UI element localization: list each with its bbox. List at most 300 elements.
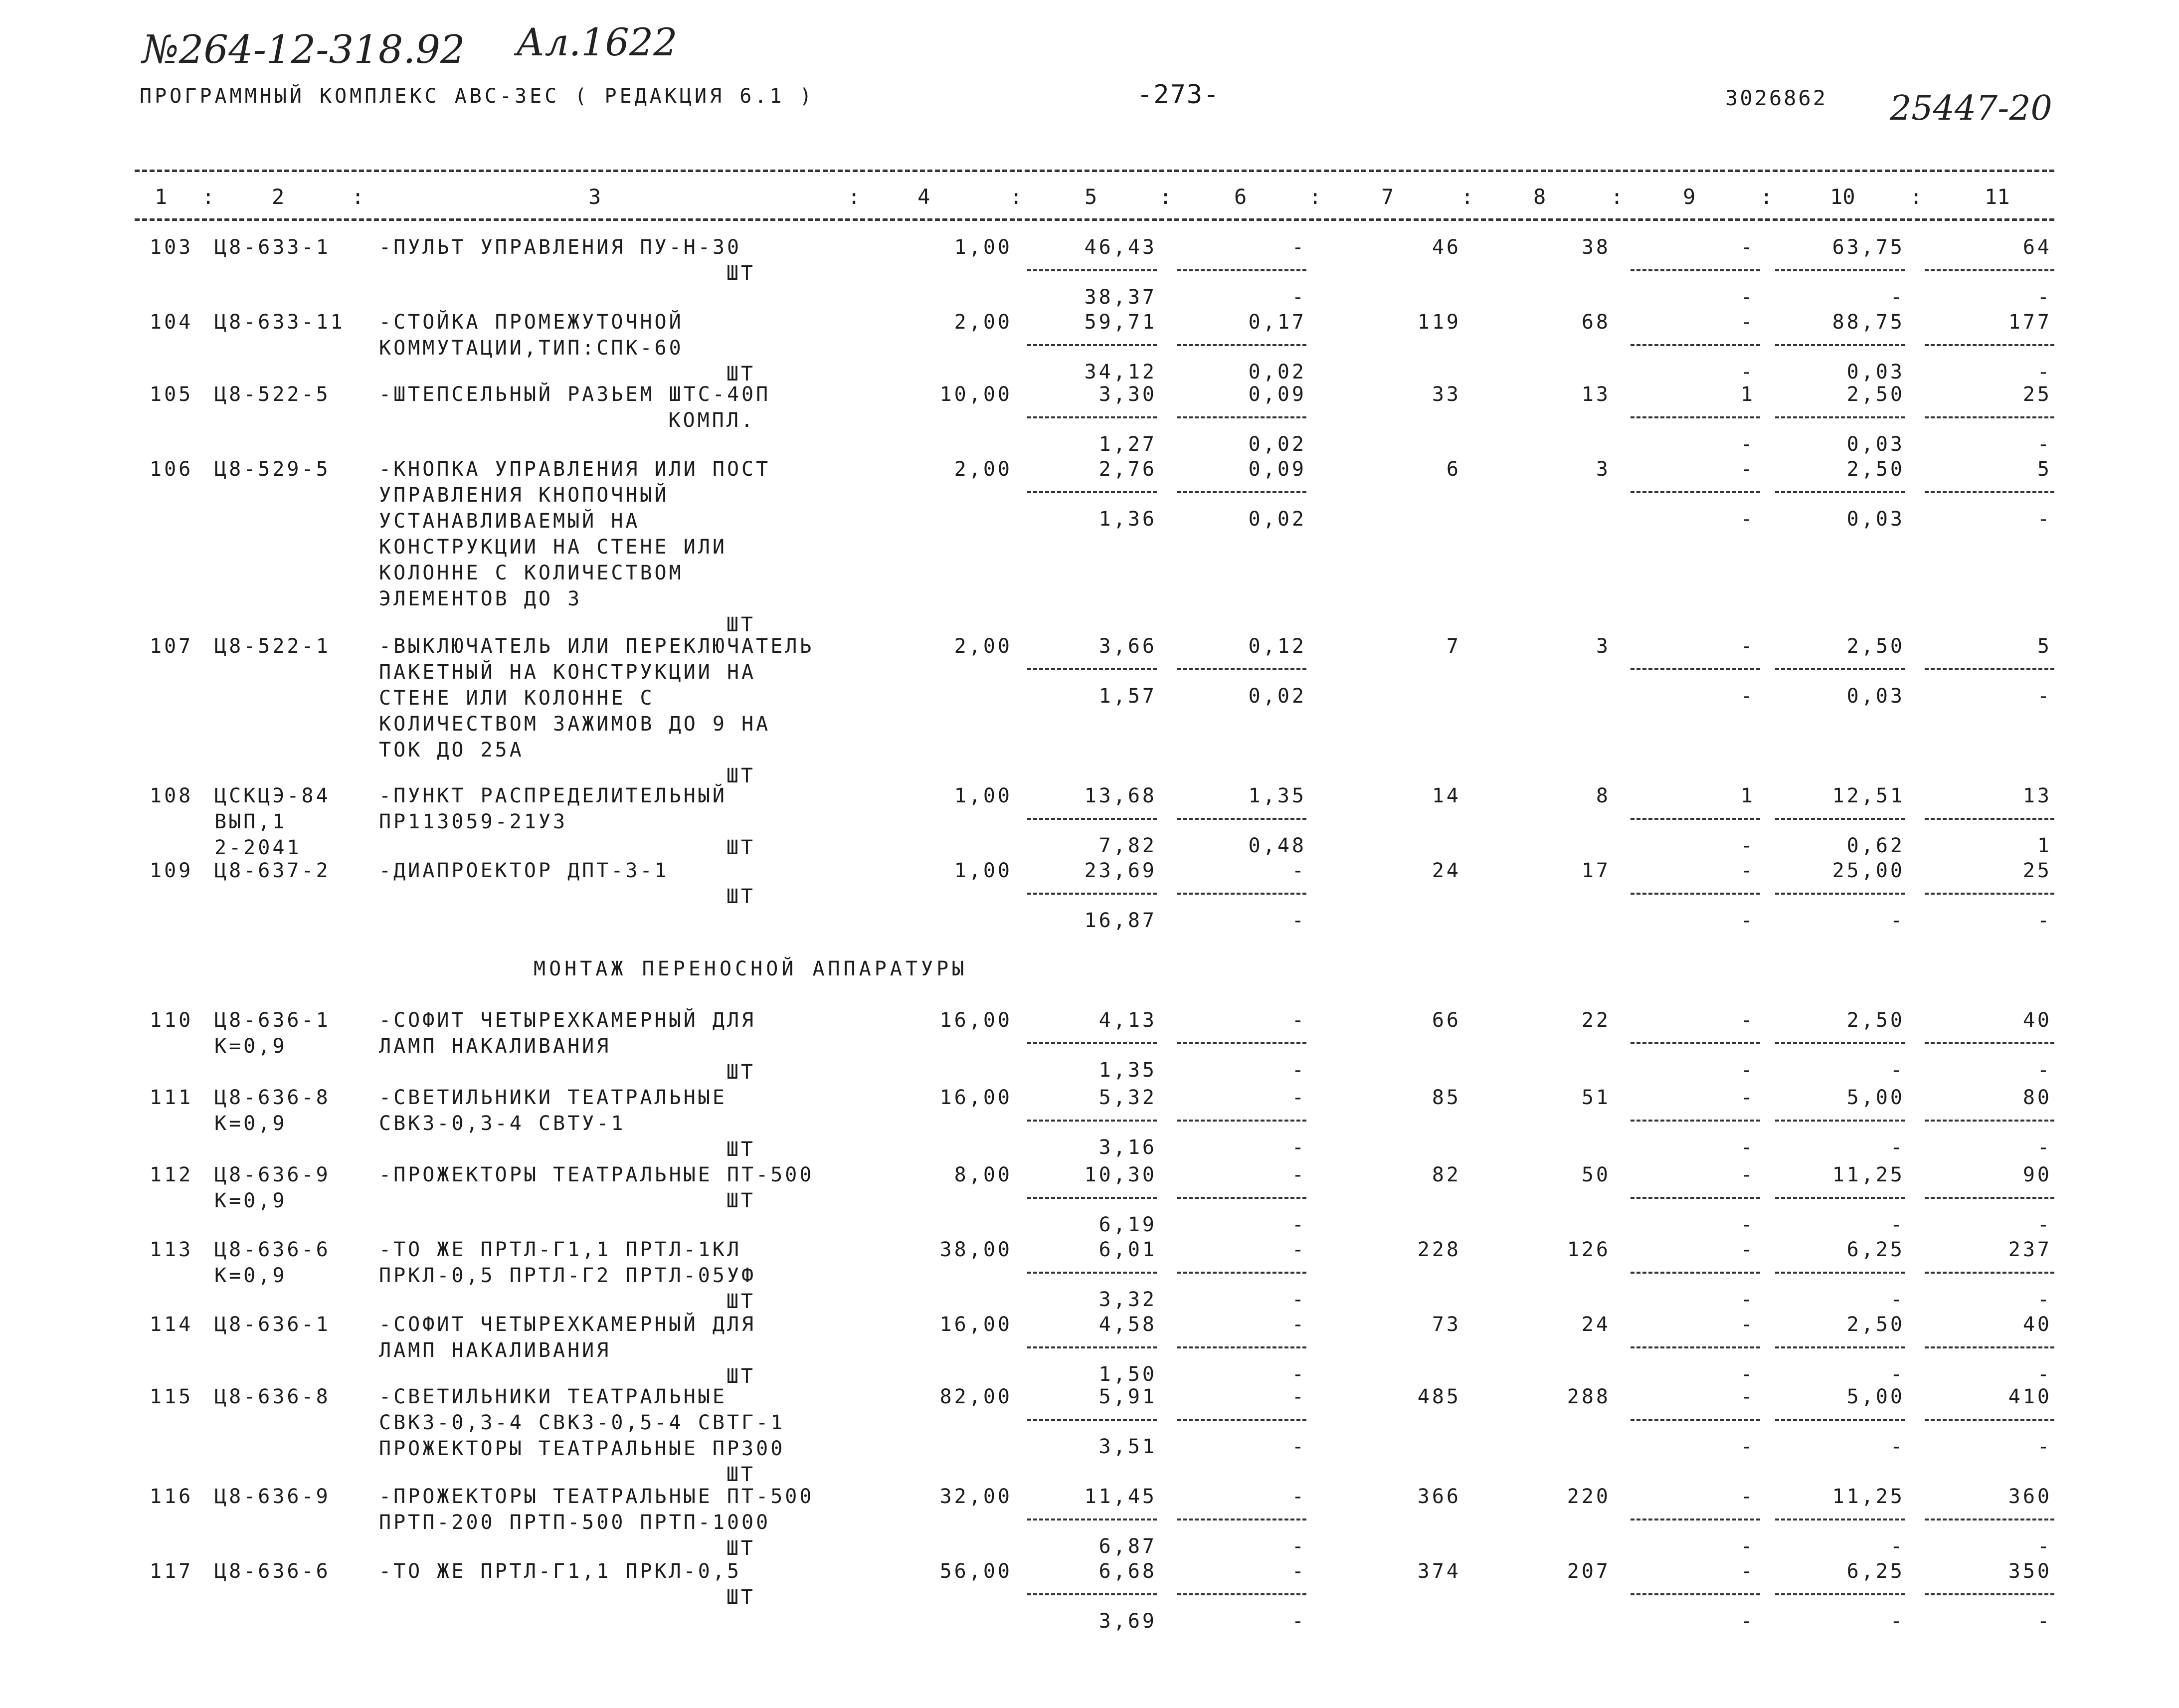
labor-machines: - [1740, 286, 1755, 309]
labor-total: 1 [1740, 784, 1755, 807]
work-description: -ТО ЖЕ ПРТЛ-Г1,1 ПРКЛ-0,5 [379, 1560, 742, 1583]
total-wages: 38 [1581, 236, 1611, 259]
work-description: -ВЫКЛЮЧАТЕЛЬ ИЛИ ПЕРЕКЛЮЧАТЕЛЬ ПАКЕТНЫЙ НА КОНСТРУКЦИИ НА СТЕНЕ ИЛИ КОЛОННЕ С КОЛИЧЕСТВОМ ЗАЖИМОВ ДО 9 НА ТОК ДО 25А [379, 635, 814, 761]
col-sep: : [1611, 185, 1624, 209]
work-description: -СТОЙКА ПРОМЕЖУТОЧНОЙ КОММУТАЦИИ,ТИП:СПК-60 [379, 311, 684, 360]
labor-overall: 5 [2037, 635, 2052, 658]
unit-cost-wages: 1,27 [1098, 433, 1157, 456]
col-sep: : [1910, 185, 1923, 209]
labor-per-unit: 2,50 [1846, 635, 1905, 658]
col-sep: : [352, 185, 364, 209]
unit-cost-wages: 6,19 [1098, 1213, 1157, 1236]
unit-cost-machines: 0,09 [1248, 383, 1306, 406]
total-wages: 126 [1567, 1238, 1611, 1261]
value-divider [1775, 668, 1905, 670]
total-cost: 24 [1432, 859, 1461, 882]
unit-cost-machine-wages: 0,02 [1248, 508, 1306, 531]
labor-total: - [1740, 1313, 1755, 1336]
unit-cost-wages: 3,16 [1098, 1136, 1157, 1159]
unit-cost-total: 3,30 [1098, 383, 1157, 406]
unit-cost-machines: 0,12 [1248, 635, 1306, 658]
quantity: 38,00 [939, 1238, 1012, 1261]
value-divider [1925, 1042, 2054, 1044]
unit-cost-machine-wages: - [1291, 1288, 1306, 1311]
labor-per-unit-machines: - [1890, 1435, 1905, 1458]
unit-cost-total: 5,32 [1098, 1086, 1157, 1109]
rate-code: Ц8-522-1 [214, 635, 331, 658]
labor-overall: 5 [2037, 458, 2052, 481]
total-cost: 14 [1432, 784, 1461, 807]
work-description: -КНОПКА УПРАВЛЕНИЯ ИЛИ ПОСТ УПРАВЛЕНИЯ КНОПОЧНЫЙ УСТАНАВЛИВАЕМЫЙ НА КОНСТРУКЦИИ НА СТЕНЕ ИЛИ КОЛОННЕ С КОЛИЧЕСТВОМ ЭЛЕМЕНТОВ ДО 3 [379, 458, 771, 610]
value-divider [1925, 269, 2054, 271]
unit-cost-machine-wages: - [1291, 1435, 1306, 1458]
col-sep: : [848, 185, 861, 209]
work-description: -ПРОЖЕКТОРЫ ТЕАТРАЛЬНЫЕ ПТ-500 [379, 1163, 814, 1186]
work-description: -ПУЛЬТ УПРАВЛЕНИЯ ПУ-Н-30 [379, 236, 742, 259]
value-divider [1027, 269, 1157, 271]
col-header-8: 8 [1533, 185, 1546, 209]
unit-cost-wages: 7,82 [1098, 834, 1157, 857]
labor-per-unit: 2,50 [1846, 458, 1905, 481]
unit-of-measure: ШТ [726, 836, 755, 859]
col-sep: : [1010, 185, 1023, 209]
labor-total: - [1740, 635, 1755, 658]
unit-cost-wages: 34,12 [1084, 361, 1157, 383]
col-header-9: 9 [1683, 185, 1696, 209]
labor-per-unit-machines: - [1890, 1363, 1905, 1386]
row-number: 107 [150, 635, 193, 658]
value-divider [1631, 1197, 1760, 1199]
handwritten-right-code: 25447-20 [1890, 89, 2052, 128]
labor-overall: 80 [2022, 1086, 2052, 1109]
unit-cost-total: 46,43 [1084, 236, 1157, 259]
total-cost: 6 [1446, 458, 1461, 481]
value-divider [1925, 1419, 2054, 1421]
value-divider [1925, 344, 2054, 346]
labor-machines: - [1740, 1213, 1755, 1236]
labor-total: - [1740, 311, 1755, 334]
unit-cost-machines: - [1291, 1385, 1306, 1408]
row-number: 117 [150, 1560, 193, 1583]
labor-machines: - [1740, 834, 1755, 857]
unit-cost-wages: 3,32 [1098, 1288, 1157, 1311]
value-divider [1775, 344, 1905, 346]
labor-total: - [1740, 1385, 1755, 1408]
unit-cost-total: 4,58 [1098, 1313, 1157, 1336]
rate-code: Ц8-636-9 [214, 1485, 331, 1508]
total-wages: 8 [1596, 784, 1611, 807]
labor-per-unit: 11,25 [1832, 1485, 1905, 1508]
labor-overall: 25 [2022, 859, 2052, 882]
col-sep: : [1461, 185, 1474, 209]
value-divider [1775, 416, 1905, 418]
labor-per-unit-machines: - [1890, 1213, 1905, 1236]
quantity: 10,00 [939, 383, 1012, 406]
quantity: 1,00 [954, 784, 1012, 807]
table-top-rule [135, 170, 2054, 172]
unit-of-measure: ШТ [726, 1138, 755, 1161]
unit-of-measure: ШТ [726, 1586, 755, 1609]
labor-overall: 13 [2022, 784, 2052, 807]
rate-code: Ц8-636-9 К=0,9 [214, 1163, 331, 1212]
quantity: 56,00 [939, 1560, 1012, 1583]
value-divider [1631, 893, 1760, 895]
table-header-rule [135, 218, 2054, 221]
unit-cost-machine-wages: - [1291, 1610, 1306, 1633]
value-divider [1925, 1272, 2054, 1274]
unit-cost-wages: 1,35 [1098, 1059, 1157, 1082]
rate-code: ЦСКЦЭ-84 ВЫП,1 2-2041 [214, 784, 331, 859]
value-divider [1775, 1197, 1905, 1199]
labor-overall: 410 [2008, 1385, 2052, 1408]
labor-overall-machines: - [2037, 1288, 2052, 1311]
labor-per-unit: 2,50 [1846, 383, 1905, 406]
unit-cost-machines: - [1291, 1163, 1306, 1186]
quantity: 1,00 [954, 236, 1012, 259]
labor-per-unit: 2,50 [1846, 1313, 1905, 1336]
value-divider [1177, 1120, 1306, 1122]
unit-cost-wages: 1,50 [1098, 1363, 1157, 1386]
labor-machines: - [1740, 685, 1755, 708]
work-description: -СОФИТ ЧЕТЫРЕХКАМЕРНЫЙ ДЛЯ ЛАМП НАКАЛИВАНИЯ [379, 1313, 756, 1362]
total-wages: 51 [1581, 1086, 1611, 1109]
labor-per-unit: 12,51 [1832, 784, 1905, 807]
labor-per-unit-machines: - [1890, 909, 1905, 932]
labor-total: - [1740, 1560, 1755, 1583]
unit-cost-machine-wages: 0,02 [1248, 361, 1306, 383]
labor-overall-machines: - [2037, 433, 2052, 456]
unit-of-measure: ШТ [726, 1365, 755, 1388]
value-divider [1925, 893, 2054, 895]
value-divider [1775, 1593, 1905, 1595]
value-divider [1925, 1197, 2054, 1199]
value-divider [1925, 491, 2054, 493]
handwritten-doc-number: №264-12-318.92 [142, 27, 465, 72]
unit-cost-machines: 1,35 [1248, 784, 1306, 807]
unit-cost-machine-wages: - [1291, 909, 1306, 932]
value-divider [1177, 491, 1306, 493]
col-header-10: 10 [1830, 185, 1855, 209]
unit-cost-wages: 6,87 [1098, 1535, 1157, 1558]
labor-per-unit-machines: 0,03 [1846, 433, 1905, 456]
value-divider [1631, 269, 1760, 271]
value-divider [1027, 1042, 1157, 1044]
value-divider [1027, 1120, 1157, 1122]
value-divider [1775, 1419, 1905, 1421]
col-header-2: 2 [272, 185, 285, 209]
col-header-7: 7 [1381, 185, 1394, 209]
quantity: 32,00 [939, 1485, 1012, 1508]
value-divider [1177, 416, 1306, 418]
value-divider [1027, 818, 1157, 820]
value-divider [1631, 416, 1760, 418]
work-description: -ТО ЖЕ ПРТЛ-Г1,1 ПРТЛ-1КЛ ПРКЛ-0,5 ПРТЛ-Г2 ПРТЛ-05УФ [379, 1238, 756, 1287]
row-number: 115 [150, 1385, 193, 1408]
value-divider [1775, 1272, 1905, 1274]
row-number: 114 [150, 1313, 193, 1336]
value-divider [1775, 1518, 1905, 1520]
page-number: -273- [1137, 80, 1220, 110]
total-cost: 33 [1432, 383, 1461, 406]
unit-cost-total: 2,76 [1098, 458, 1157, 481]
unit-of-measure: ШТ [726, 1061, 755, 1084]
value-divider [1027, 1419, 1157, 1421]
value-divider [1775, 818, 1905, 820]
value-divider [1177, 1346, 1306, 1348]
labor-total: - [1740, 236, 1755, 259]
labor-machines: - [1740, 909, 1755, 932]
quantity: 2,00 [954, 635, 1012, 658]
unit-cost-total: 6,01 [1098, 1238, 1157, 1261]
total-wages: 13 [1581, 383, 1611, 406]
labor-overall-machines: - [2037, 685, 2052, 708]
labor-overall-machines: - [2037, 508, 2052, 531]
labor-per-unit-machines: - [1890, 1059, 1905, 1082]
value-divider [1775, 1120, 1905, 1122]
rate-code: Ц8-633-1 [214, 236, 331, 259]
rate-code: Ц8-637-2 [214, 859, 331, 882]
value-divider [1177, 1272, 1306, 1274]
unit-cost-machines: - [1291, 236, 1306, 259]
unit-cost-total: 6,68 [1098, 1560, 1157, 1583]
labor-machines: - [1740, 1059, 1755, 1082]
value-divider [1027, 1593, 1157, 1595]
col-header-4: 4 [917, 185, 930, 209]
value-divider [1631, 1042, 1760, 1044]
labor-per-unit-machines: 0,03 [1846, 508, 1905, 531]
labor-overall-machines: - [2037, 361, 2052, 383]
value-divider [1027, 1197, 1157, 1199]
labor-per-unit-machines: 0,62 [1846, 834, 1905, 857]
labor-per-unit-machines: 0,03 [1846, 361, 1905, 383]
labor-per-unit-machines: - [1890, 1136, 1905, 1159]
value-divider [1925, 416, 2054, 418]
labor-per-unit: 5,00 [1846, 1385, 1905, 1408]
labor-machines: - [1740, 1610, 1755, 1633]
handwritten-album-number: Ал.1622 [516, 20, 678, 64]
labor-machines: - [1740, 1363, 1755, 1386]
unit-cost-machine-wages: - [1291, 1213, 1306, 1236]
value-divider [1631, 1120, 1760, 1122]
unit-of-measure: ШТ [726, 613, 755, 636]
labor-total: - [1740, 1163, 1755, 1186]
value-divider [1631, 491, 1760, 493]
unit-cost-wages: 16,87 [1084, 909, 1157, 932]
labor-per-unit-machines: - [1890, 286, 1905, 309]
quantity: 16,00 [939, 1313, 1012, 1336]
row-number: 112 [150, 1163, 193, 1186]
row-number: 103 [150, 236, 193, 259]
row-number: 108 [150, 784, 193, 807]
work-description: -ДИАПРОЕКТОР ДПТ-3-1 [379, 859, 669, 882]
unit-cost-machines: - [1291, 1086, 1306, 1109]
total-wages: 22 [1581, 1009, 1611, 1032]
unit-cost-machines: - [1291, 859, 1306, 882]
col-header-1: 1 [155, 185, 168, 209]
value-divider [1775, 491, 1905, 493]
total-cost: 228 [1417, 1238, 1461, 1261]
unit-cost-total: 59,71 [1084, 311, 1157, 334]
row-number: 109 [150, 859, 193, 882]
value-divider [1177, 668, 1306, 670]
value-divider [1775, 1042, 1905, 1044]
labor-overall-machines: - [2037, 1610, 2052, 1633]
labor-overall: 40 [2022, 1009, 2052, 1032]
col-sep: : [1309, 185, 1322, 209]
total-cost: 119 [1417, 311, 1461, 334]
labor-overall-machines: 1 [2037, 834, 2052, 857]
row-number: 110 [150, 1009, 193, 1032]
col-header-3: 3 [588, 185, 601, 209]
unit-cost-total: 5,91 [1098, 1385, 1157, 1408]
quantity: 2,00 [954, 458, 1012, 481]
unit-cost-machine-wages: - [1291, 1363, 1306, 1386]
labor-total: - [1740, 1238, 1755, 1261]
total-cost: 374 [1417, 1560, 1461, 1583]
work-description: -ПРОЖЕКТОРЫ ТЕАТРАЛЬНЫЕ ПТ-500 ПРТП-200 ПРТП-500 ПРТП-1000 [379, 1485, 814, 1534]
labor-per-unit: 88,75 [1832, 311, 1905, 334]
unit-cost-total: 4,13 [1098, 1009, 1157, 1032]
value-divider [1177, 1197, 1306, 1199]
total-cost: 82 [1432, 1163, 1461, 1186]
labor-machines: - [1740, 1435, 1755, 1458]
total-wages: 3 [1596, 458, 1611, 481]
unit-cost-machines: - [1291, 1238, 1306, 1261]
value-divider [1631, 1419, 1760, 1421]
labor-machines: - [1740, 1535, 1755, 1558]
unit-of-measure: ШТ [726, 764, 755, 787]
labor-overall-machines: - [2037, 286, 2052, 309]
unit-cost-machines: - [1291, 1560, 1306, 1583]
value-divider [1177, 269, 1306, 271]
unit-cost-total: 23,69 [1084, 859, 1157, 882]
value-divider [1027, 668, 1157, 670]
value-divider [1027, 893, 1157, 895]
unit-of-measure: ШТ [726, 1290, 755, 1313]
total-cost: 485 [1417, 1385, 1461, 1408]
labor-machines: - [1740, 433, 1755, 456]
row-number: 106 [150, 458, 193, 481]
labor-machines: - [1740, 1288, 1755, 1311]
value-divider [1775, 269, 1905, 271]
rate-code: Ц8-636-1 К=0,9 [214, 1009, 331, 1058]
value-divider [1027, 416, 1157, 418]
row-number: 105 [150, 383, 193, 406]
row-number: 104 [150, 311, 193, 334]
value-divider [1775, 893, 1905, 895]
labor-overall-machines: - [2037, 1059, 2052, 1082]
unit-cost-total: 11,45 [1084, 1485, 1157, 1508]
document-code: 3026862 [1725, 86, 1828, 110]
labor-per-unit: 25,00 [1832, 859, 1905, 882]
value-divider [1027, 1272, 1157, 1274]
quantity: 16,00 [939, 1086, 1012, 1109]
value-divider [1925, 818, 2054, 820]
value-divider [1631, 1593, 1760, 1595]
value-divider [1177, 1042, 1306, 1044]
row-number: 111 [150, 1086, 193, 1109]
labor-total: - [1740, 859, 1755, 882]
value-divider [1925, 1346, 2054, 1348]
labor-machines: - [1740, 508, 1755, 531]
labor-overall: 350 [2008, 1560, 2052, 1583]
unit-of-measure: ШТ [726, 363, 755, 385]
work-description: -ПУНКТ РАСПРЕДЕЛИТЕЛЬНЫЙ ПР113059-21УЗ [379, 784, 727, 833]
total-wages: 207 [1567, 1560, 1611, 1583]
value-divider [1631, 344, 1760, 346]
labor-overall: 25 [2022, 383, 2052, 406]
unit-cost-total: 3,66 [1098, 635, 1157, 658]
col-header-5: 5 [1085, 185, 1097, 209]
rate-code: Ц8-522-5 [214, 383, 331, 406]
value-divider [1027, 1346, 1157, 1348]
total-cost: 7 [1446, 635, 1461, 658]
unit-of-measure: ШТ [726, 1537, 755, 1560]
total-wages: 17 [1581, 859, 1611, 882]
unit-cost-machines: - [1291, 1009, 1306, 1032]
quantity: 8,00 [954, 1163, 1012, 1186]
col-sep: : [1159, 185, 1172, 209]
work-description: -СОФИТ ЧЕТЫРЕХКАМЕРНЫЙ ДЛЯ ЛАМП НАКАЛИВАНИЯ [379, 1009, 756, 1058]
labor-overall-machines: - [2037, 1535, 2052, 1558]
value-divider [1027, 344, 1157, 346]
unit-of-measure: ШТ [726, 885, 755, 908]
labor-per-unit: 11,25 [1832, 1163, 1905, 1186]
labor-overall-machines: - [2037, 1435, 2052, 1458]
labor-overall: 64 [2022, 236, 2052, 259]
unit-cost-machine-wages: 0,02 [1248, 433, 1306, 456]
unit-of-measure: ШТ [726, 1189, 755, 1212]
rate-code: Ц8-633-11 [214, 311, 345, 334]
value-divider [1177, 893, 1306, 895]
row-number: 116 [150, 1485, 193, 1508]
total-cost: 73 [1432, 1313, 1461, 1336]
labor-per-unit-machines: - [1890, 1288, 1905, 1311]
program-title: ПРОГРАММНЫЙ КОМПЛЕКС АВС-3ЕС ( РЕДАКЦИЯ 6.1 ) [140, 85, 815, 108]
labor-per-unit: 5,00 [1846, 1086, 1905, 1109]
labor-per-unit-machines: - [1890, 1610, 1905, 1633]
unit-cost-machines: - [1291, 1485, 1306, 1508]
value-divider [1177, 1593, 1306, 1595]
total-cost: 85 [1432, 1086, 1461, 1109]
total-cost: 366 [1417, 1485, 1461, 1508]
labor-total: - [1740, 1086, 1755, 1109]
labor-overall: 177 [2008, 311, 2052, 334]
labor-total: - [1740, 458, 1755, 481]
value-divider [1631, 1518, 1760, 1520]
value-divider [1631, 818, 1760, 820]
labor-per-unit-machines: 0,03 [1846, 685, 1905, 708]
value-divider [1775, 1346, 1905, 1348]
total-wages: 288 [1567, 1385, 1611, 1408]
col-sep: : [202, 185, 215, 209]
total-wages: 50 [1581, 1163, 1611, 1186]
labor-overall-machines: - [2037, 1136, 2052, 1159]
col-header-11: 11 [1985, 185, 2010, 209]
labor-per-unit: 2,50 [1846, 1009, 1905, 1032]
unit-cost-machine-wages: - [1291, 1136, 1306, 1159]
unit-cost-wages: 1,36 [1098, 508, 1157, 531]
unit-cost-wages: 1,57 [1098, 685, 1157, 708]
total-wages: 68 [1581, 311, 1611, 334]
labor-overall: 237 [2008, 1238, 2052, 1261]
unit-of-measure: КОМПЛ. [668, 409, 755, 432]
rate-code: Ц8-636-6 К=0,9 [214, 1238, 331, 1287]
unit-cost-total: 10,30 [1084, 1163, 1157, 1186]
rate-code: Ц8-529-5 [214, 458, 331, 481]
unit-cost-total: 13,68 [1084, 784, 1157, 807]
unit-of-measure: ШТ [726, 262, 755, 285]
